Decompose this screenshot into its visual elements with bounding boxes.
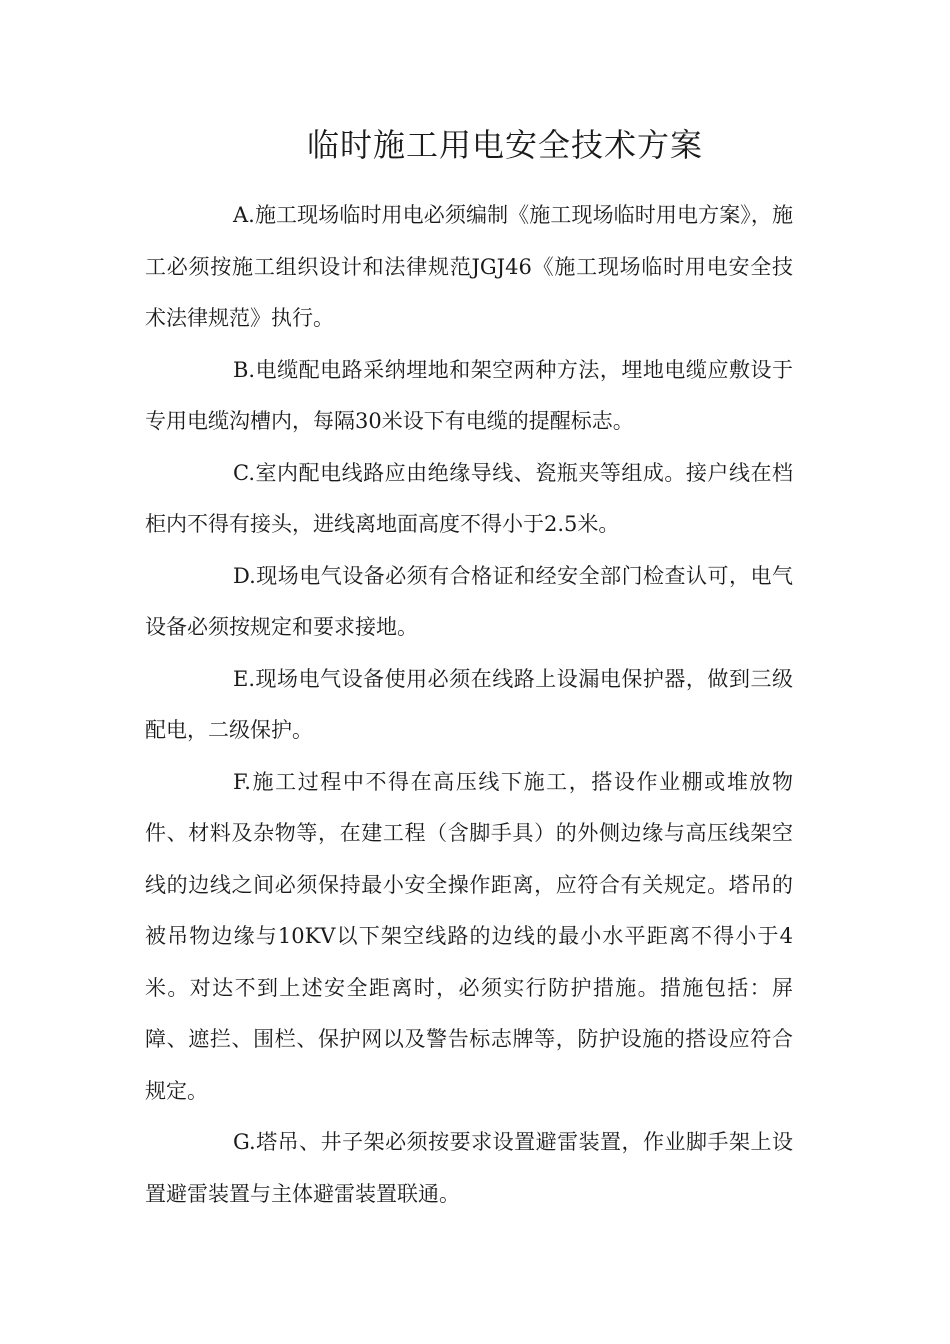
document-title: 临时施工用电安全技术方案 (306, 126, 703, 164)
paragraph-c: C.室内配电线路应由绝缘导线、瓷瓶夹等组成。接户线在档柜内不得有接头，进线离地面高度不得小于2.5米。 (145, 460, 793, 536)
paragraph-d: D.现场电气设备必须有合格证和经安全部门检查认可，电气设备必须按规定和要求接地。 (145, 563, 793, 639)
paragraph-f: F.施工过程中不得在高压线下施工，搭设作业棚或堆放物件、材料及杂物等，在建工程（含脚手具）的外侧边缘与高压线架空线的边线之间必须保持最小安全操作距离，应符合有关规定。塔吊的被吊物边缘与10KV以下架空线路的边线的最小水平距离不得小于4米。对达不到上述安全距离时，必须实行防护措施。措施包括：屏障、遮拦、围栏、保护网以及警告标志牌等，防护设施的搭设应符合规定。 (145, 769, 793, 1103)
paragraph-e: E.现场电气设备使用必须在线路上设漏电保护器，做到三级配电，二级保护。 (145, 666, 793, 742)
paragraph-b: B.电缆配电路采纳埋地和架空两种方法，埋地电缆应敷设于专用电缆沟槽内，每隔30米设下有电缆的提醒标志。 (145, 357, 793, 433)
document-body (145, 190, 793, 1220)
paragraph-g: G.塔吊、井子架必须按要求设置避雷装置，作业脚手架上设置避雷装置与主体避雷装置联通。 (145, 1130, 793, 1206)
paragraph-a: A.施工现场临时用电必须编制《施工现场临时用电方案》，施工必须按施工组织设计和法律规范JGJ46《施工现场临时用电安全技术法律规范》执行。 (145, 203, 793, 330)
